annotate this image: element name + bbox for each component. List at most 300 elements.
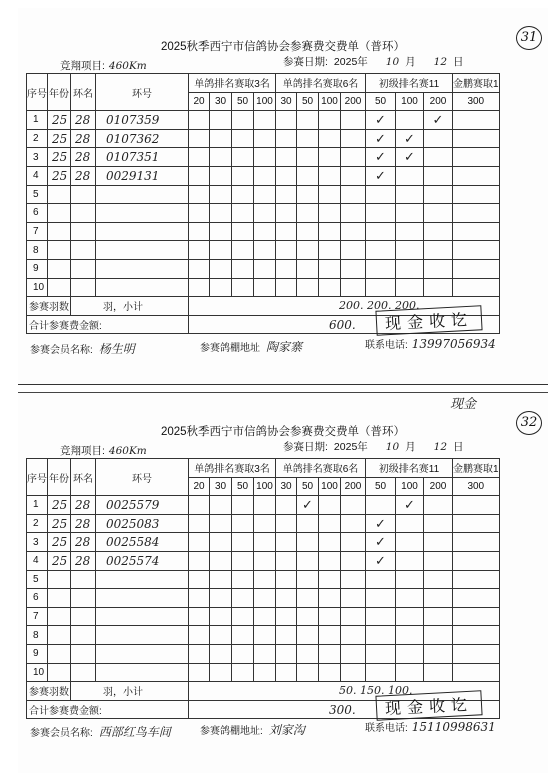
entry-cell <box>424 514 453 533</box>
header-amount: 50 <box>297 477 319 496</box>
header-amount: 50 <box>366 92 396 111</box>
entry-cell <box>189 496 210 515</box>
row-ring-name: 28 <box>71 496 96 515</box>
entry-cell <box>254 551 276 570</box>
entry-cell <box>319 241 341 260</box>
header-group-golden: 金鹏赛取1 <box>453 459 500 478</box>
count-subtotal: 羽，小计 <box>71 297 189 316</box>
handwritten-note: 现金 <box>450 397 477 412</box>
row-number: 5 <box>27 570 48 589</box>
entry-cell <box>341 626 366 645</box>
entry-cell <box>453 496 500 515</box>
check-mark-icon: ✓ <box>432 111 444 127</box>
table-row <box>27 259 500 278</box>
check-mark-icon: ✓ <box>375 515 386 531</box>
count-label: 参赛羽数 <box>27 682 71 701</box>
entry-cell <box>341 259 366 278</box>
entry-cell <box>396 111 424 130</box>
entry-cell <box>232 259 254 278</box>
header-amount: 20 <box>189 477 210 496</box>
row-year <box>48 607 71 626</box>
entry-cell <box>341 514 366 533</box>
row-year: 25 <box>48 129 71 148</box>
row-number: 8 <box>27 626 48 645</box>
row-ring-number <box>96 663 189 682</box>
row-ring-name: 28 <box>71 533 96 552</box>
entry-cell <box>276 148 297 167</box>
entry-cell <box>232 626 254 645</box>
form-title: 2025秋季西宁市信鸽协会参赛费交费单（普环） <box>160 426 406 438</box>
entry-cell <box>189 533 210 552</box>
entry-cell <box>189 514 210 533</box>
row-year <box>48 185 71 204</box>
entry-cell <box>396 185 424 204</box>
entry-cell <box>319 259 341 278</box>
header-amount: 200 <box>424 92 453 111</box>
entry-cell <box>210 111 232 130</box>
table-row <box>27 533 500 552</box>
check-mark-icon: ✓ <box>375 149 386 165</box>
row-ring-name <box>71 607 96 626</box>
row-number: 3 <box>27 533 48 552</box>
entry-cell <box>189 148 210 167</box>
row-year <box>48 204 71 223</box>
entry-cell <box>189 663 210 682</box>
entry-cell <box>297 570 319 589</box>
project-line <box>60 443 147 458</box>
header-group-junior: 初级排名赛11 <box>366 74 453 93</box>
row-ring-number: 0107359 <box>96 111 189 130</box>
row-year <box>48 663 71 682</box>
entry-cell <box>424 185 453 204</box>
entry-cell <box>232 496 254 515</box>
row-ring-number <box>96 644 189 663</box>
entry-cell <box>366 570 396 589</box>
row-year <box>48 259 71 278</box>
row-ring-number <box>96 241 189 260</box>
entry-cell <box>396 496 424 515</box>
header-group-top3: 单鸽排名赛取3名 <box>189 459 276 478</box>
entry-cell <box>189 626 210 645</box>
entry-cell <box>424 111 453 130</box>
entry-cell <box>254 533 276 552</box>
table-row <box>27 589 500 608</box>
entry-cell <box>366 241 396 260</box>
entry-cell <box>276 551 297 570</box>
cash-received-stamp: 现金收讫 <box>375 305 482 336</box>
entry-cell <box>453 222 500 241</box>
header-year: 年份 <box>48 74 71 111</box>
header-amount: 30 <box>276 92 297 111</box>
entry-cell <box>232 222 254 241</box>
entry-cell <box>189 222 210 241</box>
header-amount: 200 <box>341 477 366 496</box>
table-row <box>27 663 500 682</box>
row-year: 25 <box>48 166 71 185</box>
total-label: 合计参赛费金额: <box>27 700 189 719</box>
entry-cell <box>424 278 453 297</box>
date-line <box>283 439 464 454</box>
check-mark-icon: ✓ <box>375 552 386 568</box>
header-amount: 100 <box>396 477 424 496</box>
entry-cell <box>232 185 254 204</box>
entry-cell <box>276 166 297 185</box>
fee-form-1 <box>18 8 548 385</box>
entry-cell <box>297 663 319 682</box>
row-ring-name <box>71 222 96 241</box>
entry-cell <box>210 607 232 626</box>
header-amount: 100 <box>254 92 276 111</box>
entry-cell <box>276 514 297 533</box>
entry-cell <box>189 111 210 130</box>
entry-cell <box>276 241 297 260</box>
entry-cell <box>297 551 319 570</box>
entry-cell <box>366 533 396 552</box>
total-value: 600. <box>189 315 500 334</box>
entry-cell <box>297 626 319 645</box>
row-number: 9 <box>27 644 48 663</box>
header-amount: 100 <box>319 477 341 496</box>
entry-cell <box>319 533 341 552</box>
row-ring-name: 28 <box>71 551 96 570</box>
header-ring-no: 环号 <box>96 459 189 496</box>
entry-cell <box>453 185 500 204</box>
header-group-top6: 单鸽排名赛取6名 <box>276 459 366 478</box>
entry-cell <box>297 111 319 130</box>
entry-cell <box>276 185 297 204</box>
entry-cell <box>254 663 276 682</box>
entry-cell <box>210 204 232 223</box>
header-amount: 50 <box>297 92 319 111</box>
header-year: 年份 <box>48 459 71 496</box>
entry-cell <box>254 626 276 645</box>
table-row <box>27 185 500 204</box>
row-ring-number: 0107362 <box>96 129 189 148</box>
entry-cell <box>254 496 276 515</box>
entry-cell <box>453 644 500 663</box>
entry-cell <box>254 222 276 241</box>
row-number: 2 <box>27 514 48 533</box>
loft-value: 陶家寨 <box>266 340 303 354</box>
date-label: 参赛日期: <box>283 56 328 68</box>
row-ring-number <box>96 607 189 626</box>
row-ring-name: 28 <box>71 148 96 167</box>
entry-cell <box>232 607 254 626</box>
row-ring-name: 28 <box>71 111 96 130</box>
date-month: 10 <box>385 56 400 68</box>
row-ring-name <box>71 626 96 645</box>
entry-cell <box>396 222 424 241</box>
entry-cell <box>210 644 232 663</box>
row-ring-number <box>96 589 189 608</box>
entry-cell <box>254 607 276 626</box>
entry-cell <box>341 278 366 297</box>
entry-cell <box>276 644 297 663</box>
entry-cell <box>396 533 424 552</box>
entry-cell <box>453 278 500 297</box>
entry-cell <box>341 644 366 663</box>
entry-cell <box>297 129 319 148</box>
entry-cell <box>366 626 396 645</box>
entry-cell <box>396 570 424 589</box>
row-number: 2 <box>27 129 48 148</box>
entry-cell <box>232 570 254 589</box>
entry-cell <box>366 185 396 204</box>
row-ring-name: 28 <box>71 514 96 533</box>
entry-cell <box>297 166 319 185</box>
entry-cell <box>319 663 341 682</box>
project-value: 460Km <box>108 445 147 457</box>
header-group-golden: 金鹏赛取1 <box>453 74 500 93</box>
header-amount: 200 <box>341 92 366 111</box>
entry-cell <box>232 148 254 167</box>
row-ring-number <box>96 626 189 645</box>
entry-cell <box>189 644 210 663</box>
day-unit: 日 <box>453 56 464 68</box>
entry-cell <box>424 148 453 167</box>
row-ring-number: 0025584 <box>96 533 189 552</box>
row-ring-number: 0029131 <box>96 166 189 185</box>
entry-cell <box>276 259 297 278</box>
table-row <box>27 241 500 260</box>
entry-cell <box>424 259 453 278</box>
phone-line <box>365 719 496 734</box>
entry-cell <box>319 111 341 130</box>
day-unit: 日 <box>453 441 464 453</box>
entry-cell <box>366 663 396 682</box>
check-mark-icon: ✓ <box>375 111 386 127</box>
row-number: 1 <box>27 111 48 130</box>
row-ring-number <box>96 204 189 223</box>
row-ring-number: 0025083 <box>96 514 189 533</box>
entry-cell <box>189 278 210 297</box>
entry-cell <box>189 166 210 185</box>
entry-cell <box>254 129 276 148</box>
row-ring-name <box>71 259 96 278</box>
row-year <box>48 626 71 645</box>
entry-cell <box>453 111 500 130</box>
row-ring-number <box>96 185 189 204</box>
entry-cell <box>396 241 424 260</box>
row-ring-name <box>71 570 96 589</box>
entry-cell <box>210 222 232 241</box>
row-year: 25 <box>48 148 71 167</box>
entry-cell <box>297 204 319 223</box>
entry-cell <box>189 241 210 260</box>
row-year <box>48 589 71 608</box>
row-number: 8 <box>27 241 48 260</box>
entry-cell <box>424 663 453 682</box>
entry-cell <box>341 166 366 185</box>
entry-cell <box>453 514 500 533</box>
entry-cell <box>453 129 500 148</box>
entry-cell <box>453 626 500 645</box>
row-ring-name <box>71 589 96 608</box>
entry-cell <box>453 663 500 682</box>
entry-cell <box>297 278 319 297</box>
entry-cell <box>396 663 424 682</box>
entry-cell <box>396 514 424 533</box>
table-row <box>27 129 500 148</box>
row-number: 1 <box>27 496 48 515</box>
table-row <box>27 222 500 241</box>
entry-cell <box>319 514 341 533</box>
check-mark-icon: ✓ <box>404 149 415 165</box>
project-label: 竞翔项目: <box>60 60 105 72</box>
entry-cell <box>341 111 366 130</box>
entry-cell <box>297 589 319 608</box>
header-ring-no: 环号 <box>96 74 189 111</box>
entry-cell <box>366 644 396 663</box>
entry-cell <box>396 204 424 223</box>
loft-value: 刘家沟 <box>268 723 305 737</box>
project-label: 竞翔项目: <box>60 445 105 457</box>
check-mark-icon: ✓ <box>302 496 313 512</box>
entry-cell <box>319 570 341 589</box>
entry-cell <box>232 204 254 223</box>
entry-cell <box>366 166 396 185</box>
row-year: 25 <box>48 533 71 552</box>
member-value: 西部红鸟车间 <box>98 725 171 739</box>
entry-cell <box>341 551 366 570</box>
header-amount: 30 <box>210 477 232 496</box>
entry-cell <box>276 111 297 130</box>
entry-cell <box>297 222 319 241</box>
member-label: 参赛会员名称: <box>30 345 93 356</box>
header-amount: 30 <box>276 477 297 496</box>
fee-form-2 <box>18 392 548 773</box>
project-line <box>60 58 147 73</box>
entry-cell <box>424 644 453 663</box>
entry-cell <box>396 607 424 626</box>
entry-cell <box>319 626 341 645</box>
entry-cell <box>453 166 500 185</box>
entry-cell <box>366 496 396 515</box>
entry-cell <box>341 185 366 204</box>
table-row <box>27 166 500 185</box>
table-row <box>27 551 500 570</box>
entry-cell <box>319 551 341 570</box>
entry-cell <box>189 570 210 589</box>
loft-label: 参赛鸽棚地址: <box>200 726 263 737</box>
entry-cell <box>319 589 341 608</box>
header-amount: 50 <box>366 477 396 496</box>
entry-cell <box>453 241 500 260</box>
header-group-top6: 单鸽排名赛取6名 <box>276 74 366 93</box>
entry-cell <box>297 607 319 626</box>
entry-cell <box>189 607 210 626</box>
entry-cell <box>366 278 396 297</box>
entry-cell <box>254 185 276 204</box>
entry-cell <box>341 607 366 626</box>
entry-cell <box>366 514 396 533</box>
entry-cell <box>210 589 232 608</box>
date-year: 2025年 <box>333 441 368 453</box>
entry-cell <box>319 148 341 167</box>
month-unit: 月 <box>405 441 416 453</box>
date-month: 10 <box>385 441 400 453</box>
entry-cell <box>254 111 276 130</box>
entry-cell <box>396 259 424 278</box>
entry-cell <box>341 222 366 241</box>
check-mark-icon: ✓ <box>404 496 415 512</box>
row-year: 25 <box>48 514 71 533</box>
count-subtotal: 羽，小计 <box>71 682 189 701</box>
entry-cell <box>210 663 232 682</box>
entry-cell <box>453 551 500 570</box>
entry-cell <box>276 589 297 608</box>
entry-cell <box>453 148 500 167</box>
entry-cell <box>297 514 319 533</box>
entry-cell <box>210 496 232 515</box>
entry-cell <box>319 644 341 663</box>
row-number: 10 <box>27 278 48 297</box>
member-line <box>30 340 135 357</box>
entry-cell <box>424 222 453 241</box>
row-year <box>48 570 71 589</box>
entry-cell <box>254 204 276 223</box>
entry-cell <box>232 111 254 130</box>
entry-cell <box>366 551 396 570</box>
entry-cell <box>297 148 319 167</box>
entry-cell <box>341 533 366 552</box>
entry-cell <box>297 644 319 663</box>
entry-cell <box>396 644 424 663</box>
row-number: 7 <box>27 222 48 241</box>
row-ring-number <box>96 222 189 241</box>
entry-cell <box>276 607 297 626</box>
entry-cell <box>424 626 453 645</box>
table-row <box>27 111 500 130</box>
entry-cell <box>424 589 453 608</box>
row-year <box>48 644 71 663</box>
entry-cell <box>254 570 276 589</box>
entry-cell <box>276 222 297 241</box>
entry-cell <box>341 496 366 515</box>
row-ring-name: 28 <box>71 166 96 185</box>
entry-cell <box>424 166 453 185</box>
header-amount: 200 <box>424 477 453 496</box>
entry-cell <box>424 496 453 515</box>
entry-cell <box>189 204 210 223</box>
date-year: 2025年 <box>333 56 368 68</box>
entry-cell <box>276 204 297 223</box>
header-amount: 100 <box>254 477 276 496</box>
header-amount: 100 <box>319 92 341 111</box>
handwritten-amounts: 200. 200. 200. <box>189 297 500 316</box>
phone-value: 15110998631 <box>411 720 496 734</box>
entry-cell <box>366 129 396 148</box>
entry-cell <box>189 185 210 204</box>
entry-cell <box>210 551 232 570</box>
row-year <box>48 241 71 260</box>
entry-cell <box>341 148 366 167</box>
check-mark-icon: ✓ <box>375 130 386 146</box>
entry-cell <box>453 204 500 223</box>
entry-cell <box>424 551 453 570</box>
table-row <box>27 278 500 297</box>
entry-cell <box>210 278 232 297</box>
check-mark-icon: ✓ <box>404 130 415 146</box>
entry-cell <box>453 589 500 608</box>
entry-cell <box>453 259 500 278</box>
check-mark-icon: ✓ <box>375 167 386 183</box>
entry-cell <box>319 607 341 626</box>
project-value: 460Km <box>108 60 147 72</box>
count-label: 参赛羽数 <box>27 297 71 316</box>
entry-cell <box>366 148 396 167</box>
entry-cell <box>232 533 254 552</box>
